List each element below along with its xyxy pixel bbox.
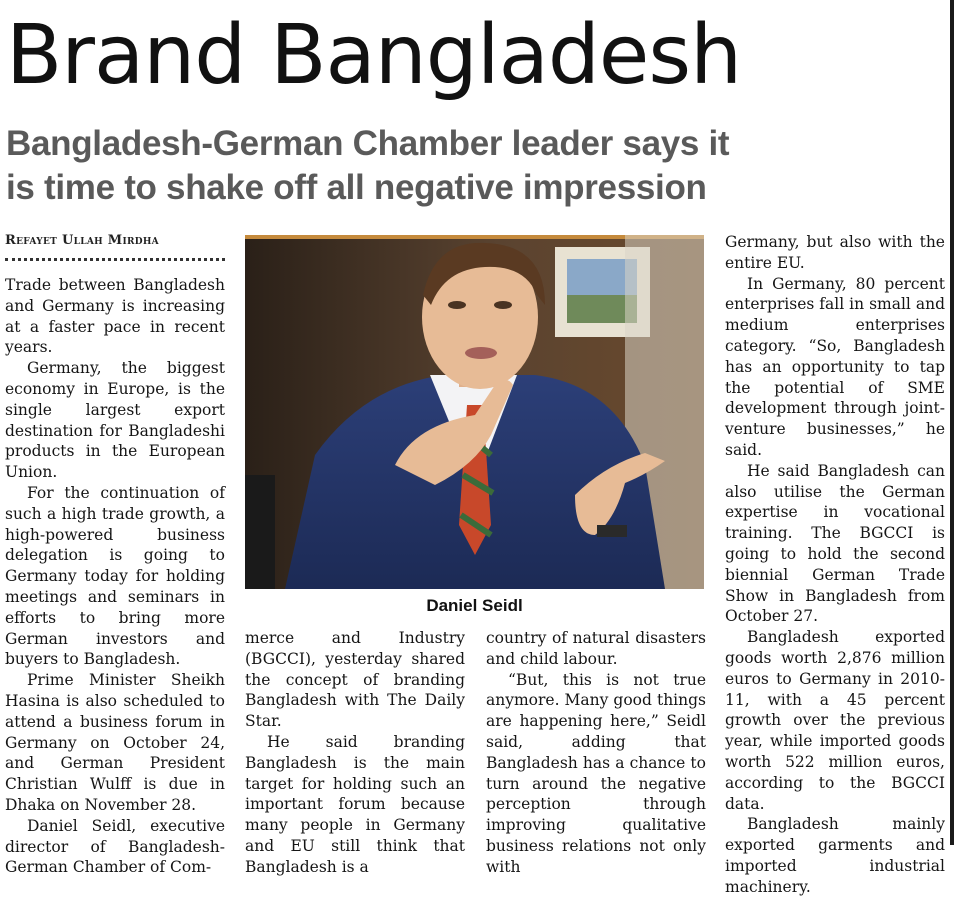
portrait-illustration	[245, 235, 704, 589]
paragraph: Daniel Seidl, executive director of Bangladesh-German Chamber of Com-	[5, 816, 225, 877]
column-2	[245, 628, 465, 878]
headline: Brand Bangladesh	[6, 8, 742, 103]
byline: Refayet Ullah Mirdha	[5, 233, 159, 248]
page-edge-rule	[950, 0, 954, 845]
column-4	[725, 232, 945, 898]
photo-caption: Daniel Seidl	[426, 596, 523, 615]
column-3	[486, 628, 706, 878]
byline-divider	[5, 258, 225, 261]
paragraph: country of natural disasters and child labour.	[486, 629, 706, 668]
paragraph: Bangladesh exported goods worth 2,876 million euros to Germany in 2010-11, with a 45 percent growth over the previous year, while imported goods worth 522 million euros, according to the BGCCI data.	[725, 628, 945, 813]
article-photo	[245, 235, 704, 589]
paragraph: Germany, the biggest economy in Europe, is the single largest export destination for Bangladeshi products in the European Union.	[5, 359, 225, 482]
paragraph: “But, this is not true anymore. Many good things are happening here,” Seidl said, adding that Bangladesh has a chance to turn around the negative perception through improving qualitative business relations not only with	[486, 670, 706, 876]
column-1	[5, 275, 225, 878]
paragraph: Prime Minister Sheikh Hasina is also scheduled to attend a business forum in Germany on October 24, and German President Christian Wulff is due in Dhaka on November 28.	[5, 671, 225, 814]
subheadline: Bangladesh-German Chamber leader says it is time to shake off all negative impression	[6, 124, 730, 207]
paragraph: Germany, but also with the entire EU.	[725, 233, 945, 272]
paragraph: For the continuation of such a high trade growth, a high-powered business delegation is going to Germany today for holding meetings and seminars in efforts to bring more German investors and buyers to Bangladesh.	[5, 483, 225, 669]
paragraph: Bangladesh mainly exported garments and imported industrial machinery.	[725, 815, 945, 896]
paragraph: He said branding Bangladesh is the main target for holding such an important forum because many people in Germany and EU still think that Bangladesh is a	[245, 732, 465, 876]
paragraph: He said Bangladesh can also utilise the German expertise in vocational training. The BGCCI is going to hold the second biennial German Trade Show in Bangladesh from October 27.	[725, 461, 945, 626]
paragraph: Trade between Bangladesh and Germany is increasing at a faster pace in recent years.	[5, 276, 225, 357]
paragraph: merce and Industry (BGCCI), yesterday shared the concept of branding Bangladesh with The Daily Star.	[245, 629, 465, 731]
paragraph: In Germany, 80 percent enterprises fall in small and medium enterprises category. “So, Bangladesh has an opportunity to tap the potential of SME development through joint-venture businesses,” he said.	[725, 274, 945, 459]
